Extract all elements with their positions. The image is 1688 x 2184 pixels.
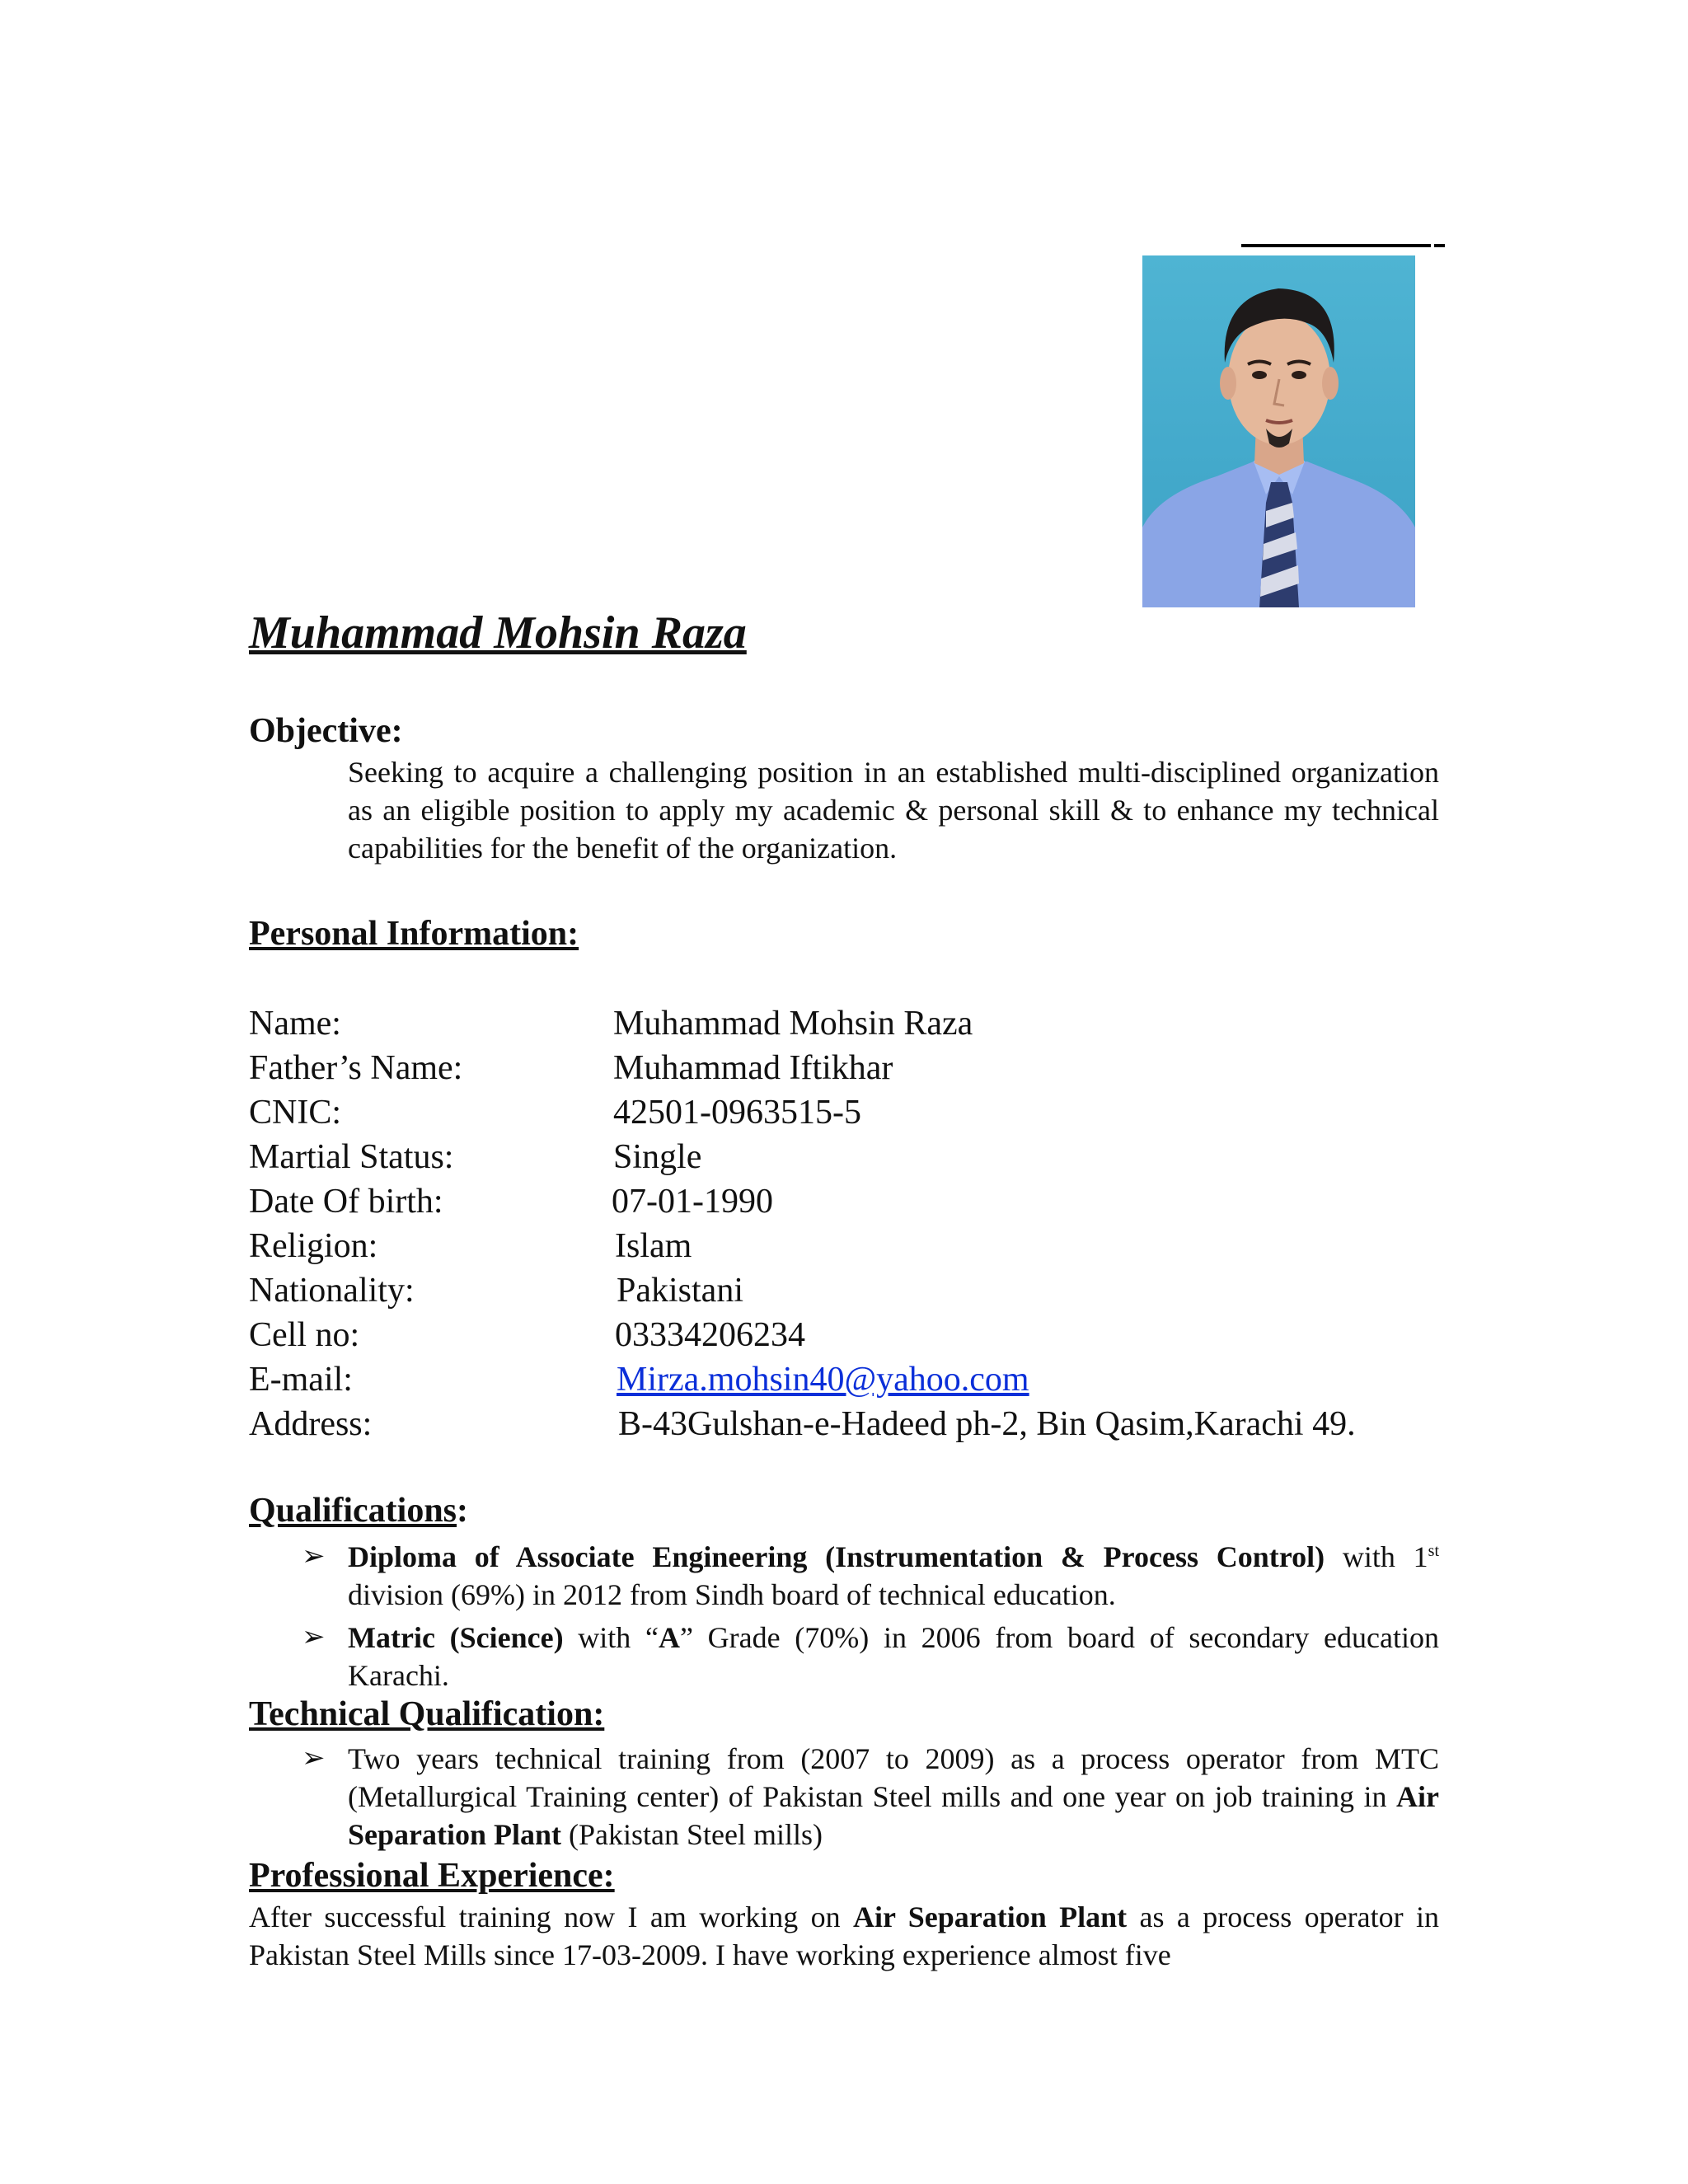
technical-text-rest: (Pakistan Steel mills) <box>561 1818 823 1851</box>
bullet-arrow-icon: ➢ <box>302 1743 326 1774</box>
info-row-cnic <box>249 1090 1452 1135</box>
info-row-name <box>249 1001 1452 1046</box>
info-row-nationality <box>249 1268 1452 1313</box>
info-row-address <box>249 1402 1452 1446</box>
qualification-item-matric <box>348 1619 1439 1694</box>
ordinal-suffix: st <box>1428 1542 1439 1560</box>
personal-info-heading: Personal Information: <box>249 915 579 953</box>
info-value <box>617 1357 1029 1402</box>
candidate-name-title: Muhammad Mohsin Raza <box>249 607 747 658</box>
email-link[interactable]: Mirza.mohsin40@yahoo.com <box>617 1361 1029 1399</box>
info-label: CNIC: <box>249 1094 342 1132</box>
technical-qualification-heading: Technical Qualification: <box>249 1695 605 1733</box>
info-label: Nationality: <box>249 1272 415 1310</box>
info-label: Name: <box>249 1005 341 1043</box>
info-value: Muhammad Iftikhar <box>613 1049 893 1087</box>
qualification-title: Matric (Science) <box>348 1621 564 1654</box>
info-row-email <box>249 1357 1452 1402</box>
qualifications-heading <box>249 1490 468 1531</box>
top-rule-tail <box>1434 244 1445 247</box>
technical-plant: Air Separation Plant <box>348 1780 1439 1851</box>
info-value: Muhammad Mohsin Raza <box>613 1005 973 1043</box>
qualifications-heading-colon: : <box>457 1492 469 1530</box>
info-row-marital-status <box>249 1135 1452 1179</box>
info-value: B-43Gulshan-e-Hadeed ph-2, Bin Qasim,Karachi 49. <box>618 1405 1356 1443</box>
info-label: Cell no: <box>249 1316 360 1354</box>
experience-plant: Air Separation Plant <box>853 1900 1128 1933</box>
info-label: E-mail: <box>249 1361 353 1399</box>
info-value: Islam <box>615 1227 692 1265</box>
info-label: Date Of birth: <box>249 1183 443 1221</box>
info-value: Pakistani <box>617 1272 743 1310</box>
bullet-arrow-icon: ➢ <box>302 1622 326 1652</box>
experience-text-rest: as a process operator in Pakistan Steel Mills since 17-03-2009. I have working experience almost five <box>249 1900 1440 1971</box>
objective-heading: Objective: <box>249 712 403 750</box>
qualification-detail: with “ <box>563 1621 659 1654</box>
objective-text: Seeking to acquire a challenging position in an established multi-disciplined organization as an eligible position to apply my academic & personal skill & to enhance my technical capabilities for the benefit of the organization. <box>348 756 1439 865</box>
info-label: Father’s Name: <box>249 1049 463 1087</box>
qualification-detail-rest: division (69%) in 2012 from Sindh board of technical education. <box>348 1578 1116 1611</box>
qualification-detail-rest: ” Grade (70%) in 2006 from board of secondary education Karachi. <box>348 1621 1439 1692</box>
info-label: Address: <box>249 1405 373 1443</box>
professional-experience-heading: Professional Experience: <box>249 1857 615 1895</box>
info-value: 03334206234 <box>615 1316 805 1354</box>
technical-qualification-item <box>348 1740 1439 1854</box>
qualification-detail: with 1 <box>1325 1540 1428 1573</box>
top-rule <box>1241 244 1431 247</box>
info-row-cell <box>249 1313 1452 1357</box>
info-label: Martial Status: <box>249 1138 454 1176</box>
info-value: 07-01-1990 <box>612 1183 773 1221</box>
info-row-date-of-birth <box>249 1179 1452 1224</box>
qualifications-heading-label: Qualifications <box>249 1492 457 1530</box>
bullet-arrow-icon: ➢ <box>302 1541 326 1572</box>
qualification-title: Diploma of Associate Engineering (Instrumentation & Process Control) <box>348 1540 1325 1573</box>
qualification-item-diploma <box>348 1538 1439 1614</box>
experience-text: After successful training now I am working on <box>249 1900 854 1933</box>
info-label: Religion: <box>249 1227 378 1265</box>
info-row-father-name <box>249 1046 1452 1090</box>
profile-photo <box>1142 255 1415 607</box>
technical-text: Two years technical training from (2007 to 2009) as a process operator from MTC (Metallurgical Training center) of Pakistan Steel mills and one year on job training in <box>348 1742 1439 1813</box>
info-value: 42501-0963515-5 <box>613 1094 861 1132</box>
qualification-grade: A <box>658 1621 680 1654</box>
professional-experience-text <box>249 1898 1439 1974</box>
info-value: Single <box>613 1138 702 1176</box>
info-row-religion <box>249 1224 1452 1268</box>
